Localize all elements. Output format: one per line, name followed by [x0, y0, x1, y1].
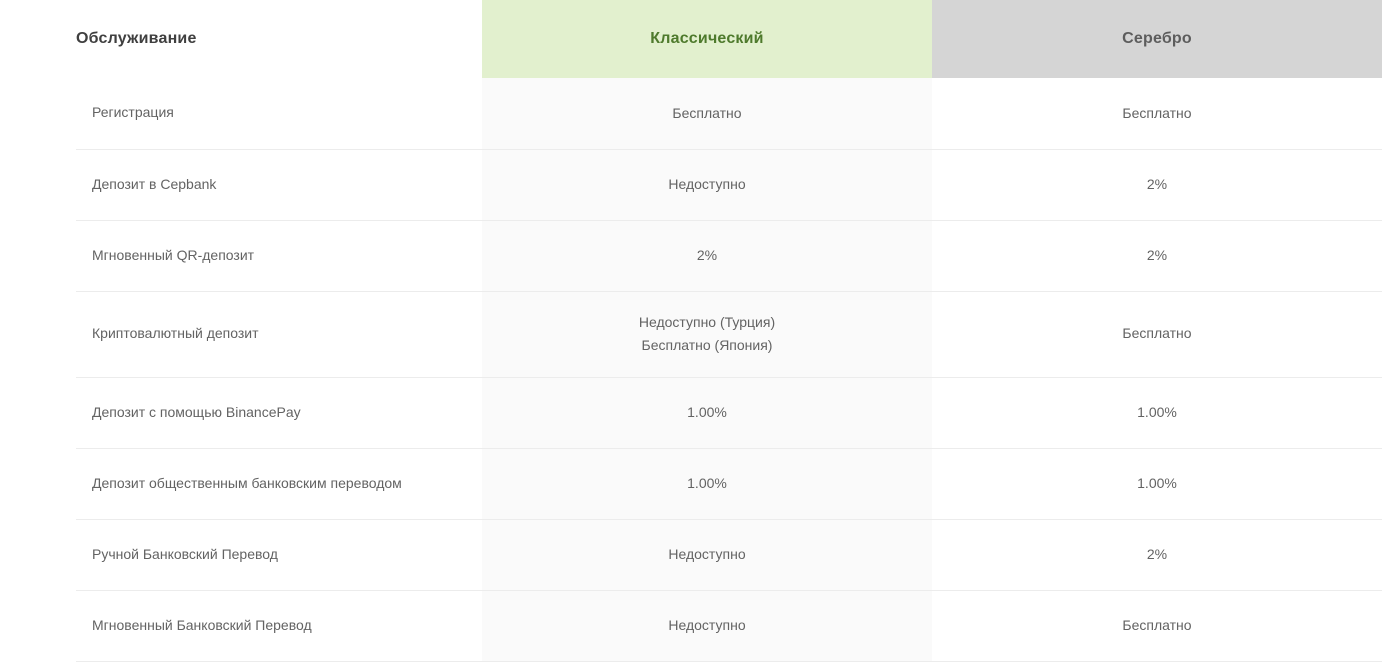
value-line: 1.00% — [1137, 474, 1177, 491]
silver-value — [932, 590, 1382, 661]
column-header-silver: Серебро — [932, 0, 1382, 78]
service-name: Депозит в Cepbank — [76, 149, 482, 220]
classic-value — [482, 519, 932, 590]
silver-value — [932, 291, 1382, 377]
value-line: 2% — [1146, 175, 1168, 192]
silver-value — [932, 377, 1382, 448]
table-row — [76, 291, 1382, 377]
silver-value — [932, 149, 1382, 220]
silver-value — [932, 78, 1382, 149]
value-line: 1.00% — [687, 403, 727, 420]
service-name: Криптовалютный депозит — [76, 291, 482, 377]
value-line: 2% — [1146, 246, 1168, 263]
service-name: Депозит общественным банковским переводом — [76, 448, 482, 519]
value-line: Недоступно — [668, 616, 746, 633]
service-name: Регистрация — [76, 78, 482, 149]
value-line: 2% — [696, 246, 718, 263]
column-header-service: Обслуживание — [76, 0, 482, 78]
table-row — [76, 590, 1382, 661]
table-row — [76, 377, 1382, 448]
table-row — [76, 149, 1382, 220]
silver-value — [932, 220, 1382, 291]
value-line: Бесплатно — [1122, 325, 1192, 342]
table-row — [76, 220, 1382, 291]
classic-value — [482, 149, 932, 220]
fees-comparison-table — [76, 0, 1382, 662]
table-body — [76, 78, 1382, 661]
value-line: Недоступно (Турция) — [638, 313, 776, 330]
column-header-classic: Классический — [482, 0, 932, 78]
service-name: Ручной Банковский Перевод — [76, 519, 482, 590]
table-row — [76, 519, 1382, 590]
value-line: Бесплатно (Япония) — [641, 337, 773, 353]
value-line: Недоступно — [668, 545, 746, 562]
value-line: 1.00% — [687, 474, 727, 491]
value-line: Недоступно — [668, 175, 746, 192]
table-header — [76, 0, 1382, 78]
value-line: 2% — [1146, 545, 1168, 562]
classic-value — [482, 220, 932, 291]
value-line: Бесплатно — [1122, 616, 1192, 633]
service-name: Мгновенный QR-депозит — [76, 220, 482, 291]
silver-value — [932, 448, 1382, 519]
table-header-row — [76, 0, 1382, 78]
silver-value — [932, 519, 1382, 590]
service-name: Мгновенный Банковский Перевод — [76, 590, 482, 661]
classic-value — [482, 78, 932, 149]
table-row — [76, 78, 1382, 149]
classic-value — [482, 291, 932, 377]
classic-value — [482, 590, 932, 661]
table-row — [76, 448, 1382, 519]
classic-value — [482, 448, 932, 519]
value-line: Бесплатно — [1122, 104, 1192, 121]
value-line: Бесплатно — [672, 104, 742, 121]
value-line: 1.00% — [1137, 403, 1177, 420]
classic-value — [482, 377, 932, 448]
service-name: Депозит с помощью BinancePay — [76, 377, 482, 448]
